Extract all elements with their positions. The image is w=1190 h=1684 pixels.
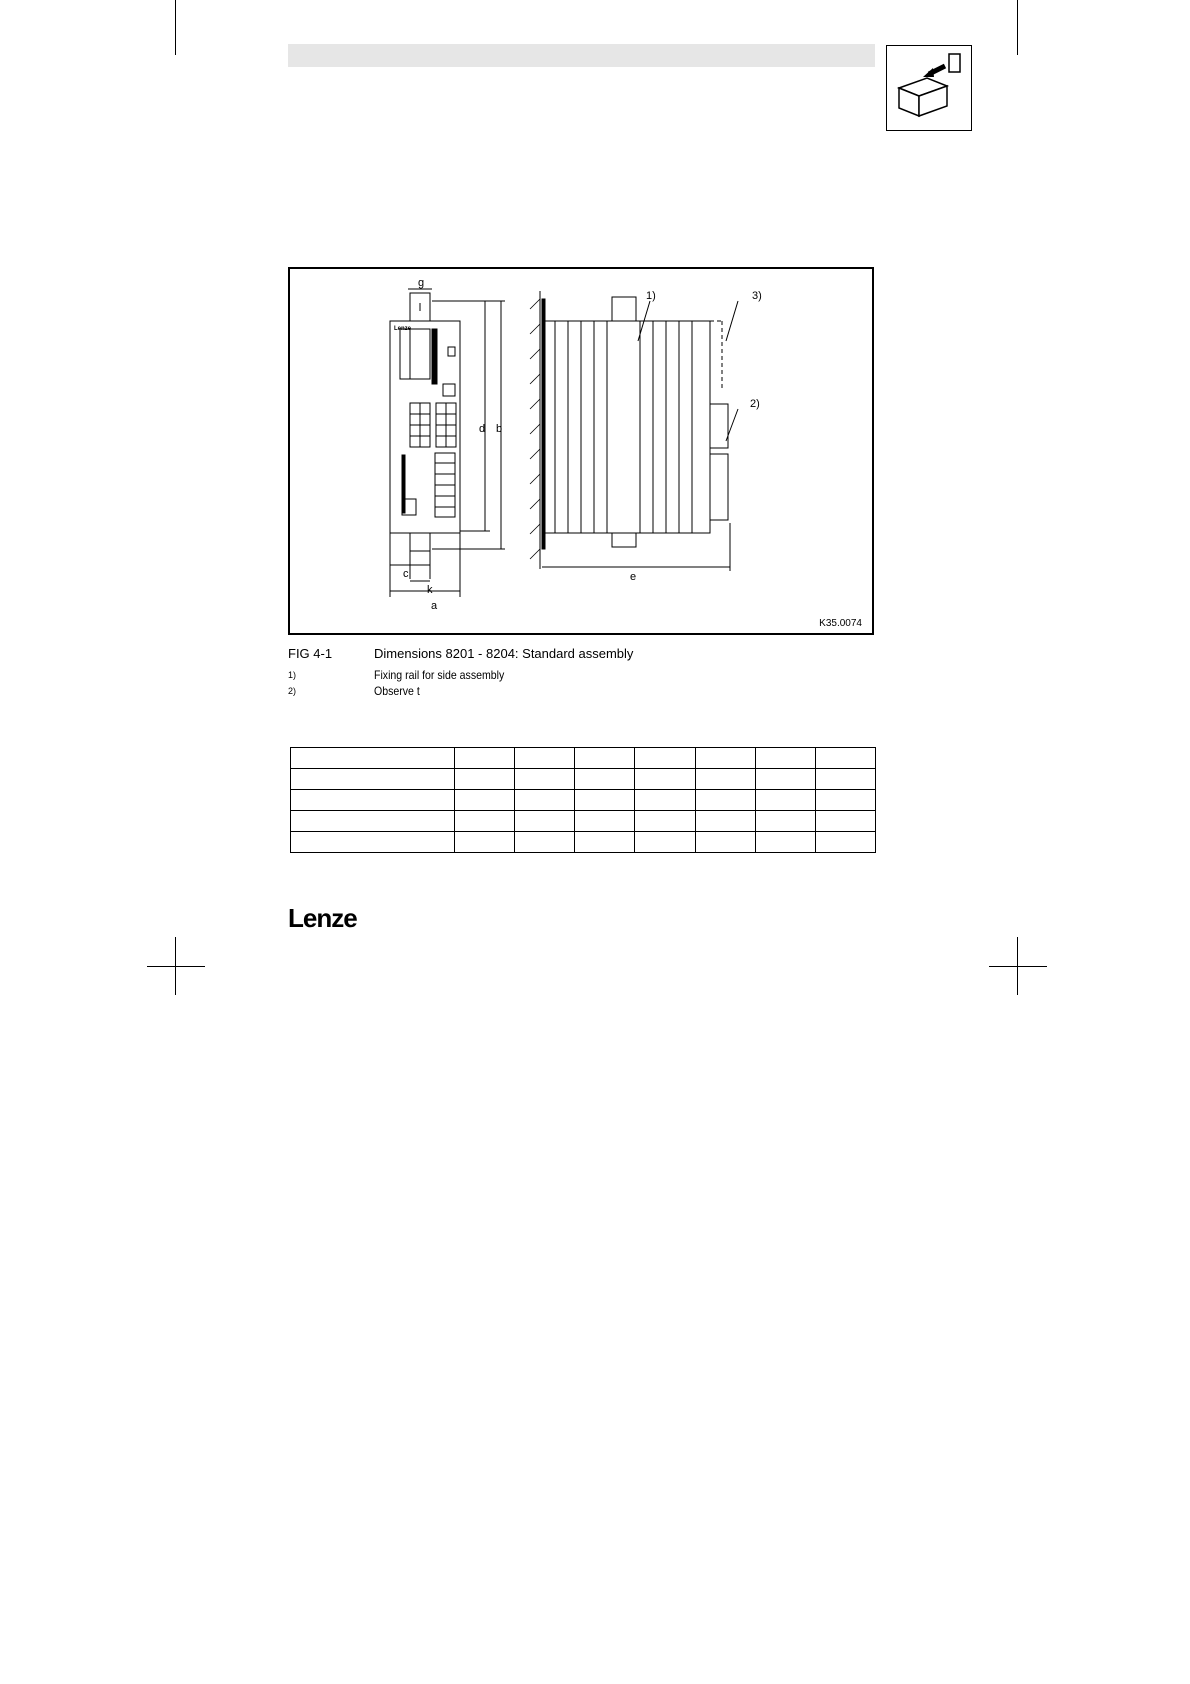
dimension-letter: k [427, 584, 433, 596]
crop-mark [1017, 0, 1018, 55]
table-cell [515, 832, 575, 853]
dimension-letter: b [496, 423, 503, 435]
dimension-letter: c [403, 568, 409, 580]
table-cell [515, 811, 575, 832]
table-cell [815, 790, 875, 811]
table-row [291, 832, 876, 853]
table-cell [455, 769, 515, 790]
table-cell [815, 832, 875, 853]
table-cell [755, 748, 815, 769]
table-cell [575, 790, 635, 811]
dimension-letter: a [431, 600, 438, 612]
table-cell [515, 748, 575, 769]
table-row [291, 811, 876, 832]
table-cell [755, 811, 815, 832]
table-cell [455, 748, 515, 769]
lenze-logo: Lenze [288, 903, 357, 933]
table-cell [291, 748, 455, 769]
crop-mark [147, 966, 205, 967]
table-cell [291, 811, 455, 832]
table-row [291, 748, 876, 769]
table-cell [815, 748, 875, 769]
note-text: Fixing rail for side assembly [374, 668, 505, 682]
note-mark: 2) [288, 686, 297, 696]
table-cell [455, 790, 515, 811]
note-text: Observe t [374, 684, 420, 698]
table-cell [635, 790, 695, 811]
dimension-letter: g [418, 277, 425, 289]
table-cell [575, 769, 635, 790]
table-cell [815, 811, 875, 832]
figure-code: K35.0074 [819, 618, 862, 629]
figure-title: Dimensions 8201 - 8204: Standard assembly [374, 646, 634, 661]
table-cell [455, 811, 515, 832]
dimensions-table [290, 747, 876, 853]
table-cell [635, 748, 695, 769]
callout-label: 2) [750, 398, 760, 410]
table-cell [695, 790, 755, 811]
table-cell [291, 832, 455, 853]
crop-mark [989, 966, 1047, 967]
device-drawing [290, 269, 872, 633]
crop-mark [175, 0, 176, 55]
table-cell [755, 790, 815, 811]
table-cell [515, 790, 575, 811]
table-cell [815, 769, 875, 790]
callout-label: 3) [752, 290, 762, 302]
table-cell [291, 790, 455, 811]
table-cell [515, 769, 575, 790]
device-brand-label: Lenze [394, 326, 412, 332]
table-cell [291, 769, 455, 790]
dimension-letter: e [630, 571, 637, 583]
box-with-arrow-icon [886, 45, 972, 131]
callout-label: 1) [646, 290, 656, 302]
table-cell [695, 769, 755, 790]
table-row [291, 790, 876, 811]
table-cell [755, 769, 815, 790]
table-row [291, 769, 876, 790]
table-cell [635, 769, 695, 790]
dimension-letter: d [479, 423, 486, 435]
table-cell [755, 832, 815, 853]
table-cell [635, 832, 695, 853]
table-cell [575, 811, 635, 832]
table-cell [455, 832, 515, 853]
dimension-drawing [288, 267, 874, 635]
table-cell [635, 811, 695, 832]
table-cell [695, 748, 755, 769]
table-cell [575, 832, 635, 853]
note-mark: 1) [288, 670, 297, 680]
table-cell [695, 811, 755, 832]
figure-label: FIG 4-1 [288, 646, 333, 661]
header-bar [288, 44, 875, 67]
table-cell [575, 748, 635, 769]
table-cell [695, 832, 755, 853]
